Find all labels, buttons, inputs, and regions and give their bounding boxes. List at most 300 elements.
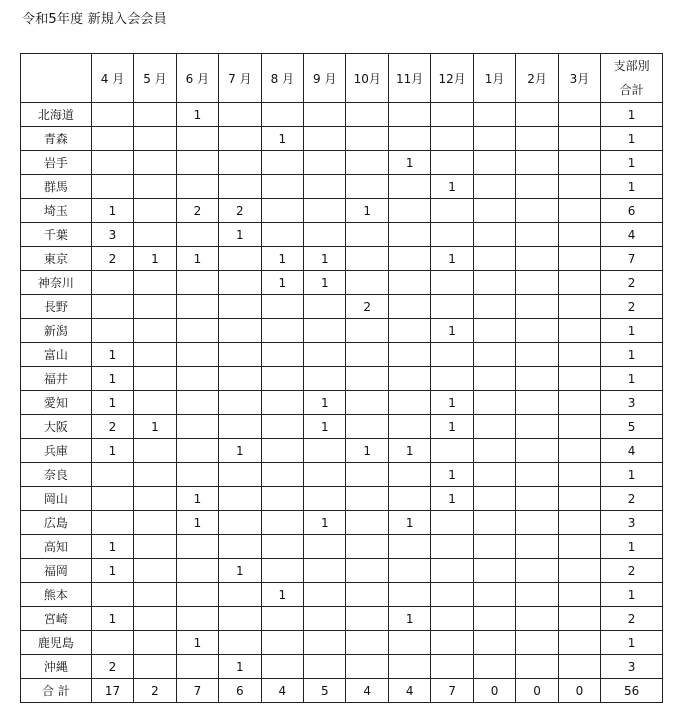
table-row	[21, 559, 663, 583]
month-count-cell	[388, 655, 430, 679]
table-body	[21, 103, 663, 679]
month-count-cell	[388, 535, 430, 559]
month-total-cell: 0	[473, 679, 515, 703]
table-row	[21, 295, 663, 319]
month-count-cell: 1	[388, 511, 430, 535]
month-count-cell	[91, 487, 133, 511]
month-count-cell	[304, 655, 346, 679]
table-row	[21, 535, 663, 559]
month-count-cell: 1	[91, 607, 133, 631]
month-count-cell	[219, 367, 261, 391]
month-count-cell	[473, 199, 515, 223]
month-count-cell	[304, 127, 346, 151]
month-count-cell	[261, 175, 303, 199]
table-row	[21, 487, 663, 511]
month-count-cell	[346, 415, 388, 439]
page-title: 令和5年度 新規入会会員	[22, 12, 167, 27]
month-count-cell: 1	[176, 631, 218, 655]
branch-total-cell: 3	[601, 655, 663, 679]
month-count-cell	[304, 199, 346, 223]
branch-total-cell: 1	[601, 175, 663, 199]
month-count-cell	[516, 199, 558, 223]
month-count-cell	[473, 607, 515, 631]
month-count-cell	[473, 559, 515, 583]
month-count-cell	[388, 463, 430, 487]
month-header: 12月	[431, 54, 473, 103]
branch-name-cell: 兵庫	[21, 439, 92, 463]
branch-name-cell: 奈良	[21, 463, 92, 487]
table-row	[21, 199, 663, 223]
month-count-cell	[516, 607, 558, 631]
month-count-cell	[516, 175, 558, 199]
table-row	[21, 367, 663, 391]
month-count-cell	[558, 463, 600, 487]
month-count-cell	[431, 511, 473, 535]
branch-total-cell: 2	[601, 295, 663, 319]
month-header: 8 月	[261, 54, 303, 103]
month-count-cell	[346, 343, 388, 367]
branch-name-cell: 鹿児島	[21, 631, 92, 655]
branch-name-cell: 熊本	[21, 583, 92, 607]
branch-name-cell: 群馬	[21, 175, 92, 199]
month-count-cell	[176, 319, 218, 343]
month-count-cell	[516, 223, 558, 247]
month-header: 1月	[473, 54, 515, 103]
month-total-cell: 7	[431, 679, 473, 703]
month-count-cell	[91, 511, 133, 535]
branch-total-cell: 3	[601, 391, 663, 415]
month-count-cell	[134, 175, 176, 199]
month-count-cell	[261, 391, 303, 415]
table-row	[21, 247, 663, 271]
month-count-cell	[219, 151, 261, 175]
month-count-cell	[219, 535, 261, 559]
month-count-cell	[558, 175, 600, 199]
month-header: 11月	[388, 54, 430, 103]
month-count-cell	[261, 151, 303, 175]
month-header: 4 月	[91, 54, 133, 103]
month-count-cell	[388, 487, 430, 511]
month-count-cell: 1	[304, 391, 346, 415]
branch-name-cell: 福岡	[21, 559, 92, 583]
month-count-cell	[219, 319, 261, 343]
month-count-cell	[176, 559, 218, 583]
month-count-cell	[473, 151, 515, 175]
month-count-cell	[473, 127, 515, 151]
month-count-cell	[473, 415, 515, 439]
month-count-cell	[134, 319, 176, 343]
month-count-cell	[388, 199, 430, 223]
month-count-cell	[346, 319, 388, 343]
month-header: 7 月	[219, 54, 261, 103]
branch-name-cell: 宮崎	[21, 607, 92, 631]
grand-total-row	[21, 679, 663, 703]
month-count-cell	[431, 343, 473, 367]
branch-total-cell: 1	[601, 151, 663, 175]
month-count-cell	[91, 319, 133, 343]
table-row	[21, 655, 663, 679]
month-count-cell	[516, 391, 558, 415]
month-count-cell	[304, 439, 346, 463]
table-row	[21, 103, 663, 127]
month-count-cell	[176, 415, 218, 439]
month-total-cell: 4	[261, 679, 303, 703]
month-count-cell: 2	[91, 415, 133, 439]
branch-total-cell: 2	[601, 607, 663, 631]
month-count-cell	[431, 151, 473, 175]
month-count-cell	[558, 151, 600, 175]
month-count-cell	[516, 103, 558, 127]
month-count-cell	[431, 271, 473, 295]
month-count-cell	[134, 295, 176, 319]
month-count-cell	[516, 535, 558, 559]
month-count-cell: 1	[431, 391, 473, 415]
month-count-cell	[473, 295, 515, 319]
month-count-cell	[431, 655, 473, 679]
month-count-cell	[134, 535, 176, 559]
month-count-cell	[558, 559, 600, 583]
month-count-cell	[176, 295, 218, 319]
month-count-cell	[304, 223, 346, 247]
month-count-cell	[134, 607, 176, 631]
month-count-cell	[431, 583, 473, 607]
month-count-cell: 1	[219, 223, 261, 247]
month-count-cell	[346, 607, 388, 631]
month-count-cell	[304, 103, 346, 127]
month-count-cell	[261, 631, 303, 655]
month-count-cell	[134, 439, 176, 463]
month-count-cell: 1	[431, 319, 473, 343]
branch-total-cell: 4	[601, 439, 663, 463]
month-count-cell: 1	[388, 607, 430, 631]
month-count-cell	[558, 247, 600, 271]
month-count-cell	[304, 175, 346, 199]
month-count-cell	[261, 535, 303, 559]
table-row	[21, 583, 663, 607]
month-count-cell	[516, 583, 558, 607]
month-count-cell	[261, 415, 303, 439]
month-count-cell	[388, 583, 430, 607]
branch-total-cell: 2	[601, 271, 663, 295]
month-count-cell: 1	[176, 103, 218, 127]
month-count-cell: 1	[261, 583, 303, 607]
table-row	[21, 463, 663, 487]
month-count-cell	[91, 175, 133, 199]
branch-total-cell: 1	[601, 631, 663, 655]
month-count-cell	[388, 367, 430, 391]
month-count-cell	[473, 343, 515, 367]
month-count-cell	[304, 535, 346, 559]
month-count-cell	[304, 151, 346, 175]
branch-total-cell: 1	[601, 535, 663, 559]
month-total-cell: 6	[219, 679, 261, 703]
month-count-cell	[516, 487, 558, 511]
month-count-cell	[219, 511, 261, 535]
month-count-cell	[473, 463, 515, 487]
month-count-cell	[473, 439, 515, 463]
branch-total-cell: 3	[601, 511, 663, 535]
month-count-cell	[261, 463, 303, 487]
month-count-cell	[431, 103, 473, 127]
month-count-cell: 1	[91, 367, 133, 391]
month-total-cell: 4	[346, 679, 388, 703]
month-count-cell	[91, 631, 133, 655]
month-count-cell	[431, 223, 473, 247]
branch-name-cell: 青森	[21, 127, 92, 151]
month-count-cell	[558, 583, 600, 607]
branch-name-cell: 岡山	[21, 487, 92, 511]
branch-total-cell: 2	[601, 487, 663, 511]
branch-name-cell: 長野	[21, 295, 92, 319]
table-row	[21, 607, 663, 631]
month-count-cell	[516, 343, 558, 367]
month-count-cell	[473, 223, 515, 247]
month-count-cell	[558, 223, 600, 247]
month-count-cell	[134, 199, 176, 223]
month-count-cell	[176, 463, 218, 487]
branch-name-cell: 東京	[21, 247, 92, 271]
month-count-cell	[431, 295, 473, 319]
branch-name-cell: 千葉	[21, 223, 92, 247]
header-row	[21, 54, 663, 103]
month-total-cell: 2	[134, 679, 176, 703]
month-count-cell	[388, 415, 430, 439]
month-count-cell	[558, 391, 600, 415]
month-count-cell	[346, 559, 388, 583]
month-count-cell	[346, 631, 388, 655]
month-count-cell	[261, 655, 303, 679]
table-row	[21, 511, 663, 535]
month-count-cell: 1	[261, 271, 303, 295]
month-count-cell	[219, 391, 261, 415]
month-count-cell	[431, 607, 473, 631]
month-count-cell	[304, 367, 346, 391]
month-count-cell	[473, 487, 515, 511]
month-count-cell	[346, 655, 388, 679]
month-count-cell	[261, 199, 303, 223]
branch-name-cell: 福井	[21, 367, 92, 391]
month-count-cell	[219, 583, 261, 607]
month-count-cell: 2	[176, 199, 218, 223]
table-row	[21, 631, 663, 655]
month-count-cell	[346, 463, 388, 487]
month-count-cell	[431, 559, 473, 583]
month-count-cell	[558, 127, 600, 151]
month-count-cell	[304, 607, 346, 631]
month-count-cell	[219, 295, 261, 319]
month-count-cell: 1	[134, 415, 176, 439]
month-count-cell	[516, 439, 558, 463]
month-count-cell	[388, 175, 430, 199]
month-count-cell	[473, 631, 515, 655]
month-count-cell	[261, 103, 303, 127]
month-count-cell	[219, 463, 261, 487]
grand-total-label: 合 計	[21, 679, 92, 703]
month-count-cell	[346, 151, 388, 175]
branch-name-cell: 北海道	[21, 103, 92, 127]
month-count-cell	[91, 271, 133, 295]
branch-name-cell: 広島	[21, 511, 92, 535]
month-count-cell	[346, 583, 388, 607]
month-count-cell: 1	[176, 487, 218, 511]
month-count-cell: 1	[91, 343, 133, 367]
month-count-cell	[261, 319, 303, 343]
month-count-cell	[388, 391, 430, 415]
month-count-cell	[304, 559, 346, 583]
month-count-cell	[558, 343, 600, 367]
month-count-cell	[219, 271, 261, 295]
month-count-cell	[558, 511, 600, 535]
month-count-cell	[261, 607, 303, 631]
month-count-cell	[91, 151, 133, 175]
month-count-cell	[558, 271, 600, 295]
month-count-cell: 1	[91, 439, 133, 463]
month-count-cell	[431, 367, 473, 391]
month-count-cell	[134, 631, 176, 655]
month-count-cell	[176, 271, 218, 295]
month-count-cell	[388, 343, 430, 367]
month-count-cell	[261, 343, 303, 367]
table-row	[21, 415, 663, 439]
branch-total-cell: 1	[601, 463, 663, 487]
month-total-cell: 4	[388, 679, 430, 703]
month-total-cell: 0	[516, 679, 558, 703]
month-count-cell	[516, 127, 558, 151]
month-count-cell	[261, 559, 303, 583]
branch-total-cell: 1	[601, 103, 663, 127]
month-count-cell	[473, 511, 515, 535]
table-row	[21, 223, 663, 247]
month-count-cell	[431, 127, 473, 151]
month-count-cell	[431, 535, 473, 559]
month-count-cell	[176, 439, 218, 463]
branch-total-header-line2: 合計	[619, 83, 644, 97]
month-header: 10月	[346, 54, 388, 103]
month-count-cell: 1	[431, 487, 473, 511]
grand-total-value: 56	[601, 679, 663, 703]
month-count-cell	[134, 487, 176, 511]
branch-total-cell: 6	[601, 199, 663, 223]
month-header: 5 月	[134, 54, 176, 103]
month-count-cell	[219, 127, 261, 151]
month-count-cell	[388, 295, 430, 319]
month-count-cell	[473, 583, 515, 607]
month-count-cell	[431, 631, 473, 655]
month-count-cell	[388, 223, 430, 247]
branch-total-cell: 2	[601, 559, 663, 583]
month-count-cell	[516, 559, 558, 583]
branch-name-cell: 愛知	[21, 391, 92, 415]
month-count-cell	[176, 583, 218, 607]
month-count-cell	[558, 103, 600, 127]
month-count-cell	[516, 511, 558, 535]
month-count-cell: 1	[261, 127, 303, 151]
month-total-cell: 5	[304, 679, 346, 703]
branch-total-cell: 1	[601, 343, 663, 367]
month-count-cell	[473, 103, 515, 127]
month-count-cell	[558, 655, 600, 679]
branch-total-header-line1: 支部別	[613, 59, 650, 73]
month-count-cell	[388, 103, 430, 127]
month-count-cell: 1	[304, 511, 346, 535]
month-count-cell	[346, 223, 388, 247]
month-count-cell: 1	[219, 655, 261, 679]
month-count-cell: 1	[261, 247, 303, 271]
month-count-cell	[388, 271, 430, 295]
corner-header-cell	[21, 54, 92, 103]
table-row	[21, 127, 663, 151]
month-count-cell: 1	[431, 247, 473, 271]
month-count-cell	[176, 367, 218, 391]
month-count-cell	[219, 415, 261, 439]
month-count-cell: 1	[91, 199, 133, 223]
month-count-cell: 2	[91, 655, 133, 679]
month-header: 3月	[558, 54, 600, 103]
table-row	[21, 271, 663, 295]
month-count-cell	[176, 151, 218, 175]
month-count-cell	[134, 271, 176, 295]
month-count-cell	[134, 583, 176, 607]
month-count-cell	[219, 607, 261, 631]
month-count-cell	[304, 295, 346, 319]
month-total-cell: 0	[558, 679, 600, 703]
month-count-cell	[176, 223, 218, 247]
month-count-cell	[346, 535, 388, 559]
membership-table	[20, 53, 663, 703]
month-count-cell	[473, 175, 515, 199]
month-count-cell: 1	[91, 391, 133, 415]
month-count-cell	[261, 223, 303, 247]
month-count-cell: 1	[346, 439, 388, 463]
month-count-cell	[304, 583, 346, 607]
table-row	[21, 151, 663, 175]
month-count-cell	[516, 295, 558, 319]
month-count-cell	[134, 223, 176, 247]
month-count-cell	[431, 439, 473, 463]
month-count-cell	[388, 247, 430, 271]
month-count-cell	[516, 655, 558, 679]
month-count-cell: 1	[304, 415, 346, 439]
month-count-cell	[91, 295, 133, 319]
month-count-cell	[558, 199, 600, 223]
month-count-cell	[304, 463, 346, 487]
month-count-cell: 1	[346, 199, 388, 223]
month-count-cell: 1	[134, 247, 176, 271]
month-count-cell	[304, 631, 346, 655]
branch-total-cell: 4	[601, 223, 663, 247]
month-count-cell	[516, 247, 558, 271]
branch-total-cell: 1	[601, 583, 663, 607]
month-count-cell	[176, 607, 218, 631]
month-count-cell	[134, 103, 176, 127]
month-count-cell	[558, 487, 600, 511]
branch-total-cell: 1	[601, 319, 663, 343]
month-count-cell	[261, 487, 303, 511]
month-count-cell	[558, 607, 600, 631]
month-count-cell	[516, 463, 558, 487]
month-count-cell	[219, 343, 261, 367]
branch-name-cell: 大阪	[21, 415, 92, 439]
month-count-cell: 1	[431, 463, 473, 487]
month-count-cell	[304, 487, 346, 511]
month-count-cell	[134, 559, 176, 583]
month-count-cell: 1	[431, 175, 473, 199]
month-header: 6 月	[176, 54, 218, 103]
month-count-cell	[558, 439, 600, 463]
month-count-cell	[219, 103, 261, 127]
month-count-cell	[176, 535, 218, 559]
branch-name-cell: 沖縄	[21, 655, 92, 679]
